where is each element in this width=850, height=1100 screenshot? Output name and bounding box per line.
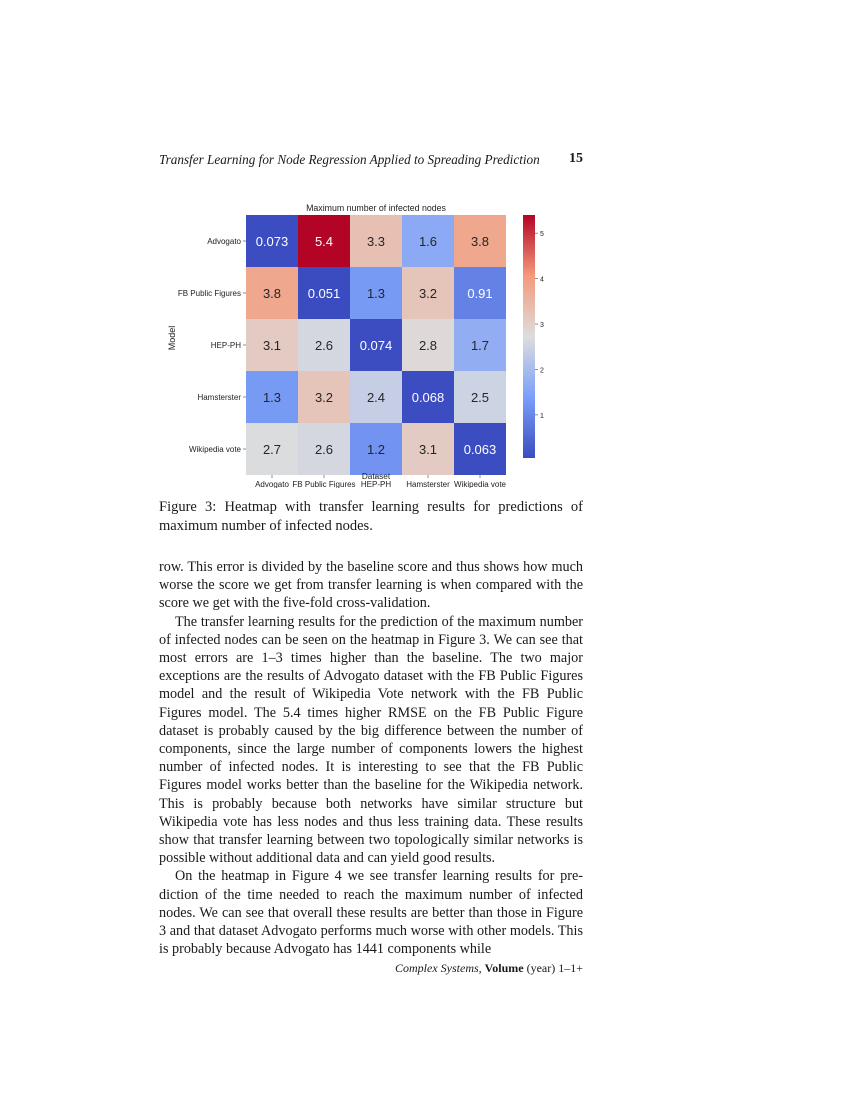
colorbar-tick-label: 4 bbox=[540, 276, 544, 284]
colorbar-tick-label: 3 bbox=[540, 322, 544, 330]
footer-volume: Volume bbox=[484, 961, 524, 975]
page-footer bbox=[159, 961, 583, 976]
running-title: Transfer Learning for Node Regression Applied to Spreading Prediction bbox=[159, 152, 540, 167]
x-axis-label: Dataset bbox=[361, 472, 391, 481]
cell-value-label: 3.2 bbox=[418, 286, 438, 301]
cell-value-label: 2.5 bbox=[470, 390, 490, 405]
cell-value-label: 3.8 bbox=[262, 286, 282, 301]
cell-value-label: 2.7 bbox=[262, 442, 282, 457]
x-tick-label: FB Public Figures bbox=[292, 480, 356, 488]
cell-value-label: 0.063 bbox=[463, 442, 497, 457]
paragraph: row. This error is divided by the baseline score and thus shows how much worse the score we get from transfer learning is when compared with the score we get with the five-fold cross-validation. bbox=[159, 559, 583, 612]
colorbar bbox=[523, 215, 535, 458]
y-axis-label: Model bbox=[167, 325, 177, 351]
chart-title: Maximum number of infected nodes bbox=[306, 203, 446, 213]
footer-year-pages: (year) 1–1+ bbox=[526, 961, 583, 975]
cell-value-label: 5.4 bbox=[314, 234, 334, 249]
running-head bbox=[159, 150, 583, 170]
y-tick-label: Advogato bbox=[207, 237, 241, 246]
cell-value-label: 0.91 bbox=[467, 286, 493, 301]
colorbar-tick-label: 1 bbox=[540, 412, 544, 420]
cell-value-label: 1.3 bbox=[366, 286, 386, 301]
cell-value-label: 1.6 bbox=[418, 234, 438, 249]
y-tick-label: Wikipedia vote bbox=[188, 445, 241, 454]
body-text bbox=[159, 558, 583, 958]
cell-value-label: 3.2 bbox=[314, 390, 334, 405]
colorbar-tick-label: 2 bbox=[540, 367, 544, 375]
cell-value-label: 1.2 bbox=[366, 442, 386, 457]
x-tick-label: Wikipedia vote bbox=[453, 480, 507, 488]
cell-value-label: 2.6 bbox=[314, 338, 334, 353]
paragraph: On the heatmap in Figure 4 we see transfer learning results for prediction of the time needed to reach the maximum number of infected nodes. We can see that overall these results are better than those in Figure 3 and that dataset Advogato performs much worse with other models. This is probably because Advogato has 1441 components while bbox=[159, 868, 583, 958]
footer-journal: Complex Systems, bbox=[395, 961, 482, 975]
figure-caption: Figure 3: Heatmap with transfer learning results for predictions of maximum number of infected nodes. bbox=[159, 499, 583, 534]
y-tick-label: HEP-PH bbox=[210, 341, 241, 350]
cell-value-label: 2.8 bbox=[418, 338, 438, 353]
cell-value-label: 3.3 bbox=[366, 234, 386, 249]
x-tick-label: Hamsterster bbox=[406, 480, 450, 488]
page-number: 15 bbox=[569, 151, 583, 166]
x-tick-label: HEP-PH bbox=[360, 480, 392, 488]
cell-value-label: 0.051 bbox=[307, 286, 341, 301]
cell-value-label: 2.4 bbox=[366, 390, 386, 405]
y-tick-label: FB Public Figures bbox=[177, 289, 241, 298]
cell-value-label: 0.074 bbox=[359, 338, 393, 353]
cell-value-label: 3.1 bbox=[418, 442, 438, 457]
paragraph: The transfer learning results for the prediction of the maximum number of infected nodes can be seen on the heatmap in Figure 3. We can see that most errors are 1–3 times higher than the baseline. The two major exceptions are the results of Advogato dataset with the FB Public Figures model and the result of Wikipedia Vote network with the FB Public Figures model. The 5.4 times higher RMSE on the FB Public Figure dataset is probably caused by the big difference between the number of components, since the large number of components lowers the highest number of infected nodes. It is interesting to see that the FB Public Figures model works better than the baseline for the Wikipedia network. This is probably because both networks have similar structure but Wikipedia vote has less nodes and thus less training data. These results show that transfer learning between two topologically similar networks is possible without additional data and can yield good results. bbox=[159, 613, 583, 867]
cell-value-label: 2.6 bbox=[314, 442, 334, 457]
cell-value-label: 0.068 bbox=[411, 390, 445, 405]
cell-value-label: 3.1 bbox=[262, 338, 282, 353]
colorbar-tick-label: 5 bbox=[540, 231, 544, 239]
x-tick-label: Advogato bbox=[255, 480, 289, 488]
heatmap-figure bbox=[159, 198, 589, 488]
cell-value-label: 0.073 bbox=[255, 234, 289, 249]
cell-value-label: 1.3 bbox=[262, 390, 282, 405]
cell-value-label: 3.8 bbox=[470, 234, 490, 249]
y-tick-label: Hamsterster bbox=[197, 393, 241, 402]
cell-value-label: 1.7 bbox=[470, 338, 490, 353]
